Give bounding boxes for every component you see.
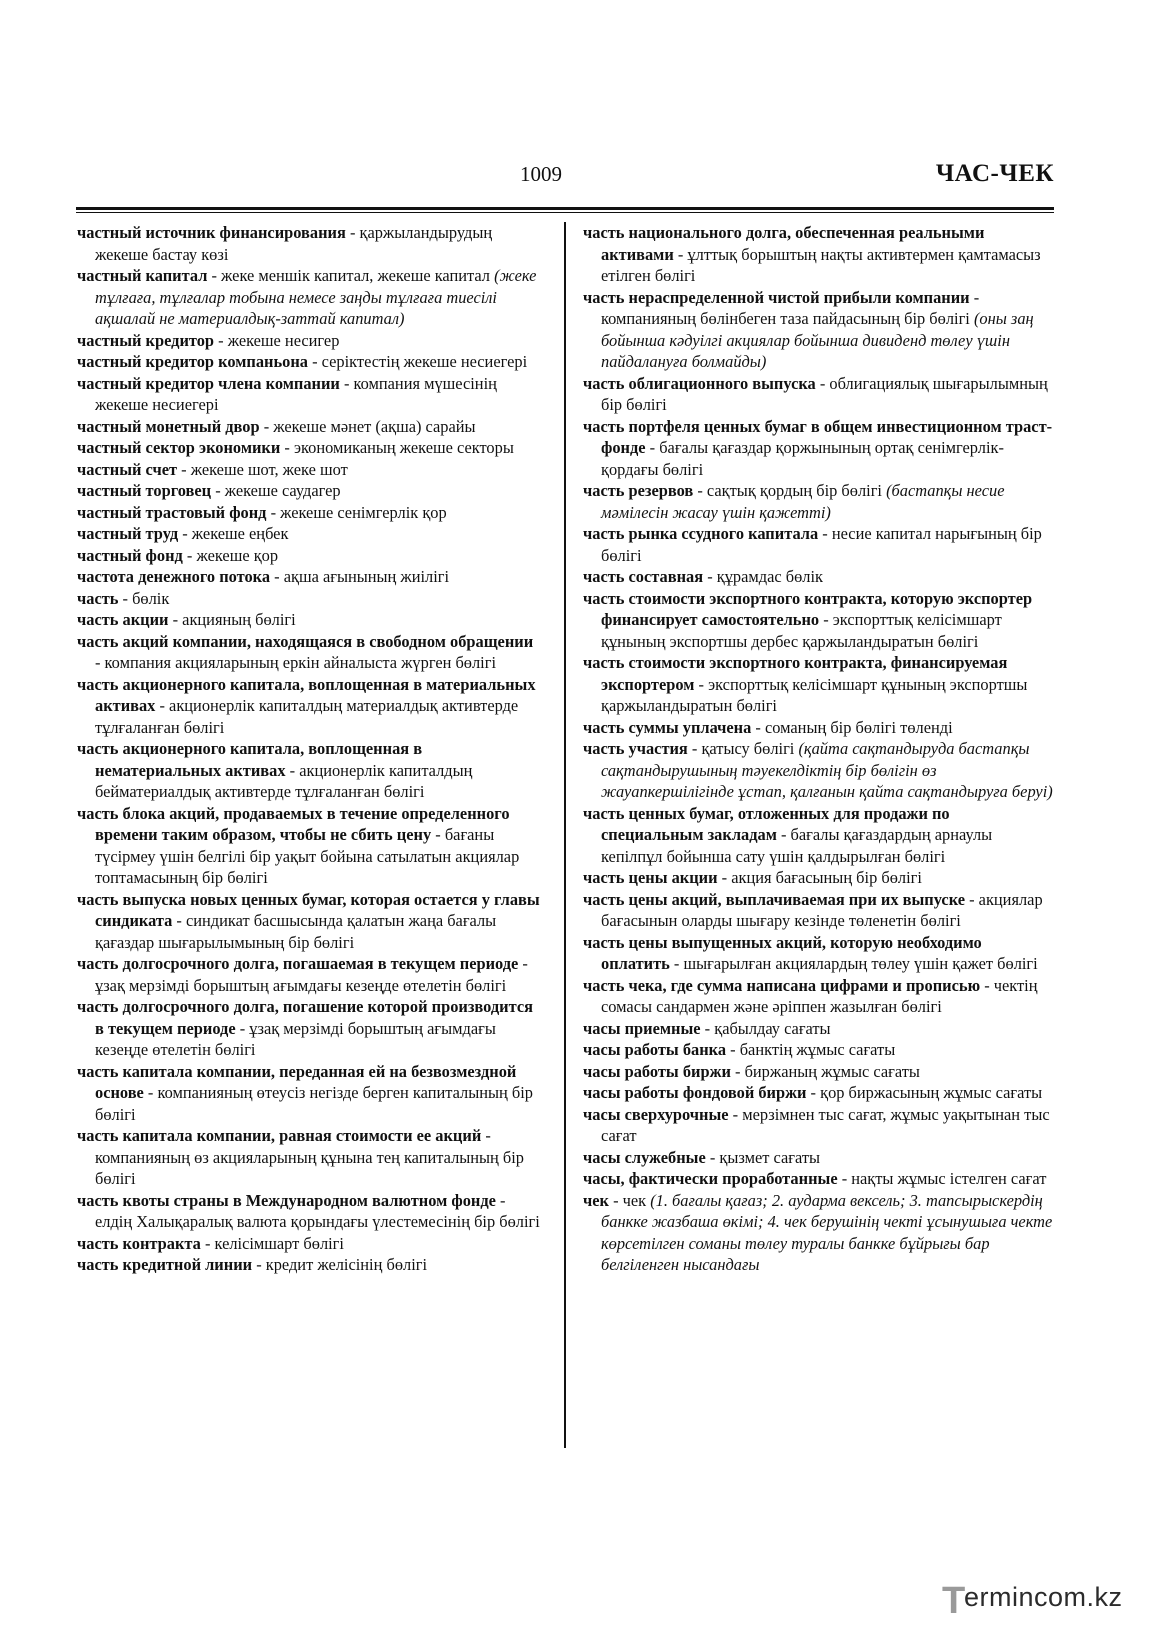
dictionary-entry [77, 1125, 540, 1190]
entry-term: частный капитал [77, 266, 208, 285]
entry-translation: - компанияның өтеусіз негізде берген капиталының бір бөлігі [95, 1083, 533, 1124]
entry-translation: - ұзақ мерзімді борыштың ағымдағы кезеңде өтелетін бөлігі [95, 954, 528, 995]
entry-translation: - синдикат басшысында қалатын жаңа бағалы қағаздар шығарылымының бір бөлігі [95, 911, 497, 952]
entry-translation: - серіктестің жекеше несиегері [308, 352, 528, 371]
dictionary-entry [583, 588, 1053, 653]
entry-translation: - келісімшарт бөлігі [200, 1233, 344, 1253]
entry-term: часть капитала компании, равная стоимости ее акций [77, 1126, 482, 1145]
dictionary-entry [77, 330, 540, 352]
entry-term: часть цены акций, выплачиваемая при их выпуске [583, 889, 966, 909]
entry-term: часть блока акций, продаваемых в течение определенного времени таким образом, чтобы не сбить цену [77, 803, 510, 844]
entry-term: частный счет [77, 459, 178, 479]
entry-term: часы работы биржи [583, 1061, 731, 1081]
entry-translation: - жекеше мәнет (ақша) сарайы [259, 416, 476, 436]
entry-translation: - чек [608, 1190, 651, 1210]
entry-term: частный кредитор [77, 330, 215, 350]
entry-term: часть стоимости экспортного контракта, финансируемая экспортером [583, 653, 1008, 694]
entry-translation: - кредит желісінің бөлігі [252, 1255, 428, 1274]
entry-translation: - биржаның жұмыс сағаты [730, 1061, 920, 1081]
entry-term: часть ценных бумаг, отложенных для продажи по специальным закладам [583, 803, 950, 844]
entry-term: часть стоимости экспортного контракта, которую экспортер финансирует самостоятельно [583, 588, 1033, 629]
entry-translation: - бағаны түсірмеу үшін белгілі бір уақыт бойына сатылатын акциялар топтамасының бір бөлігі [95, 825, 520, 887]
entry-term: часть национального долга, обеспеченная реальными активами [583, 223, 985, 264]
entry-translation: - экспорттық келісімшарт құнының экспортшы қаржыландыратын бөлігі [601, 674, 1028, 715]
dictionary-entry [77, 953, 540, 996]
entry-translation: - қор биржасының жұмыс сағаты [806, 1083, 1043, 1102]
dictionary-entry [77, 588, 540, 610]
dictionary-entry [77, 738, 540, 803]
entry-term: часть цены выпущенных акций, которую необходимо оплатить [583, 932, 982, 973]
entry-note: (1. бағалы қағаз; 2. аударма вексель; 3. тапсырыскердің банкке жазбаша өкімі; 4. чек берушінің чекті ұсынушыға чекте көрсетілген соманы төлеу туралы банкке бұйрығы бар белгіленген нысандағы [601, 1190, 1053, 1274]
dictionary-entry [583, 287, 1053, 373]
logo-letter: T [942, 1580, 966, 1622]
entry-note: (бастапқы несие мәмілесін жасау үшін қажетті) [601, 481, 1005, 522]
dictionary-entry [583, 1061, 1053, 1083]
entry-term: частный фонд [77, 545, 183, 565]
dictionary-entry [77, 1061, 540, 1126]
dictionary-entry [583, 803, 1053, 868]
entry-translation: - экономиканың жекеше секторы [280, 438, 514, 457]
entry-term: часы приемные [583, 1018, 701, 1038]
entry-term: часть цены акции [583, 868, 718, 887]
terminkom-logo [942, 1580, 1142, 1620]
entry-term: часы работы фондовой биржи [583, 1083, 807, 1102]
dictionary-entry [77, 351, 540, 373]
entry-term: часть выпуска новых ценных бумаг, которая остается у главы синдиката [77, 889, 540, 930]
entry-term: часть акционерного капитала, воплощенная в нематериальных активах [77, 739, 423, 780]
entry-translation: - ұлттық борыштың нақты активтермен қамтамасыз етілген бөлігі [601, 244, 1041, 285]
entry-term: часть портфеля ценных бумаг в общем инвестиционном траст-фонде [583, 416, 1053, 457]
entry-translation: - қаржыландырудың жекеше бастау көзі [95, 223, 493, 264]
entry-term: часть контракта [77, 1233, 201, 1253]
dictionary-entry [583, 416, 1053, 481]
entry-term: часть участия [583, 739, 688, 758]
entry-term: часы сверхурочные [583, 1104, 729, 1124]
dictionary-entry [77, 373, 540, 416]
dictionary-entry [583, 652, 1053, 717]
entry-translation: - жекеше қор [182, 545, 279, 565]
entry-translation: - акцияның бөлігі [168, 610, 296, 629]
dictionary-entry [77, 566, 540, 588]
dictionary-entry [583, 373, 1053, 416]
dictionary-entry [583, 480, 1053, 523]
dictionary-entry [77, 222, 540, 265]
entry-term: частный монетный двор [77, 416, 260, 436]
entry-term: частный труд [77, 524, 179, 543]
entry-translation: - компания акцияларының еркін айналыста жүрген бөлігі [95, 653, 497, 672]
entry-translation: - жеке меншік капитал, жекеше капитал [207, 266, 495, 285]
dictionary-entry [583, 738, 1053, 803]
entry-term: часы служебные [583, 1147, 706, 1167]
dictionary-entry [583, 717, 1053, 739]
dictionary-entry [77, 437, 540, 459]
entry-translation: - сақтық қордың бір бөлігі [693, 481, 887, 500]
entry-translation: - акционерлік капиталдың материалдық активтерде тұлғаланған бөлігі [95, 696, 519, 737]
entry-term: часть чека, где сумма написана цифрами и прописью [583, 975, 981, 995]
dictionary-entry [77, 674, 540, 739]
entry-translation: - компания мүшесінің жекеше несиегері [95, 373, 497, 414]
column-divider [564, 222, 566, 1448]
entry-translation: - акциялар бағасынын оларды шығару кезінде төленетін бөлігі [601, 889, 1043, 930]
entry-translation: - құрамдас бөлік [703, 567, 823, 586]
entry-term: часть долгосрочного долга, погашение которой производится в текущем периоде [77, 997, 534, 1038]
entry-term: часть акции [77, 610, 169, 629]
entry-note: (оны заң бойынша кәдуілгі акциялар бойынша дивиденд төлеу үшін пайдалануға болмайды) [601, 309, 1034, 371]
logo-text: ermincom.kz [964, 1582, 1123, 1612]
dictionary-entry [583, 932, 1053, 975]
entry-translation: - бөлік [118, 588, 170, 608]
entry-term: частный торговец [77, 481, 212, 500]
entry-translation: - бағалы қағаздар қоржынының ортақ сенімгерлік-қордағы бөлігі [601, 438, 1004, 479]
left-column [77, 222, 540, 1276]
entry-translation: - қабылдау сағаты [700, 1018, 831, 1038]
entry-translation: - шығарылған акциялардың төлеу үшін қажет бөлігі [669, 954, 1038, 973]
entry-translation: - бағалы қағаздардың арнаулы кепілпұл бойынша сату үшін қалдырылған бөлігі [601, 825, 993, 866]
dictionary-entry [77, 459, 540, 481]
dictionary-entry [77, 545, 540, 567]
section-title: ЧАС-ЧЕК [935, 160, 1054, 187]
dictionary-entry [77, 889, 540, 954]
dictionary-entry [77, 631, 540, 674]
entry-term: часть резервов [583, 481, 694, 500]
entry-term: часть акций компании, находящаяся в свободном обращении [77, 631, 534, 651]
entry-term: часть квоты страны в Международном валютном фонде [77, 1190, 496, 1210]
entry-translation: - жекеше саудагер [211, 481, 341, 500]
dictionary-entry [77, 1190, 540, 1233]
entry-translation: - мерзімнен тыс сағат, жұмыс уақытынан тыс сағат [601, 1104, 1050, 1145]
entry-translation: - акционерлік капиталдың бейматериалдық активтерде тұлғаланған бөлігі [95, 760, 473, 801]
entry-term: часть акционерного капитала, воплощенная в материальных активах [77, 674, 536, 715]
dictionary-entry [77, 502, 540, 524]
entry-translation: - қатысу бөлігі [687, 739, 799, 758]
entry-term: часть рынка ссудного капитала [583, 524, 819, 543]
dictionary-entry [77, 803, 540, 889]
entry-term: часть капитала компании, переданная ей на безвозмездной основе [77, 1061, 517, 1102]
dictionary-entry [583, 1018, 1053, 1040]
dictionary-entry [583, 1104, 1053, 1147]
entry-translation: - ақша ағынының жиілігі [270, 567, 450, 586]
entry-term: частный источник финансирования [77, 223, 346, 242]
entry-translation: - облигациялық шығарылымның бір бөлігі [601, 373, 1048, 414]
entry-translation: - қызмет сағаты [705, 1147, 820, 1167]
entry-translation: - жекеше несигер [214, 330, 340, 350]
dictionary-entry [77, 416, 540, 438]
dictionary-entry [583, 222, 1053, 287]
dictionary-entry [77, 265, 540, 330]
entry-translation: - елдің Халықаралық валюта қорындағы үлестемесінің бір бөлігі [95, 1190, 540, 1231]
entry-term: часть суммы уплачена [583, 717, 752, 737]
entry-term: чек [583, 1190, 609, 1210]
entry-translation: - компанияның бөлінбеген таза пайдасының бір бөлігі [601, 287, 980, 328]
dictionary-entry [583, 1168, 1053, 1190]
header-rule-thin [76, 212, 1054, 213]
page-number: 1009 [520, 162, 562, 186]
entry-translation: - ұзақ мерзімді борыштың ағымдағы кезеңде өтелетін бөлігі [95, 1018, 496, 1059]
dictionary-entry [77, 523, 540, 545]
entry-term: часы работы банка [583, 1040, 727, 1059]
header-rule [76, 207, 1054, 210]
entry-term: часть составная [583, 567, 704, 586]
dictionary-entry [583, 1147, 1053, 1169]
entry-term: частота денежного потока [77, 567, 271, 586]
entry-term: частный кредитор компаньона [77, 352, 309, 371]
entry-translation: - чектің сомасы сандармен және әріппен жазылған бөлігі [601, 975, 1038, 1016]
right-column [583, 222, 1053, 1276]
dictionary-entry [583, 1190, 1053, 1276]
entry-translation: - банктің жұмыс сағаты [726, 1040, 896, 1059]
dictionary-entry [583, 566, 1053, 588]
dictionary-entry [583, 867, 1053, 889]
dictionary-entry [583, 889, 1053, 932]
dictionary-entry [583, 523, 1053, 566]
entry-translation: - акция бағасының бір бөлігі [717, 868, 922, 887]
entry-term: часы, фактически проработанные [583, 1169, 838, 1188]
entry-translation: - экспорттық келісімшарт құнының экспортшы дербес қаржыландыратын бөлігі [601, 610, 1002, 651]
dictionary-entry [77, 1254, 540, 1276]
dictionary-entry [583, 975, 1053, 1018]
entry-translation: - жекеше сенімгерлік қор [266, 502, 447, 522]
entry-term: часть [77, 588, 119, 608]
entry-term: часть кредитной линии [77, 1255, 253, 1274]
dictionary-entry [583, 1082, 1053, 1104]
entry-term: частный кредитор члена компании [77, 373, 340, 393]
entry-term: частный сектор экономики [77, 438, 281, 457]
entry-term: частный трастовый фонд [77, 502, 267, 522]
entry-term: часть долгосрочного долга, погашаемая в текущем периоде [77, 954, 519, 973]
dictionary-entry [583, 1039, 1053, 1061]
entry-translation: - жекеше шот, жеке шот [177, 459, 348, 479]
dictionary-entry [77, 609, 540, 631]
entry-translation: - нақты жұмыс істелген сағат [837, 1169, 1047, 1188]
entry-translation: - соманың бір бөлігі төленді [751, 717, 953, 737]
dictionary-entry [77, 996, 540, 1061]
entry-translation: - жекеше еңбек [178, 524, 289, 543]
dictionary-entry [77, 480, 540, 502]
entry-term: часть нераспределенной чистой прибыли компании [583, 287, 970, 307]
entry-note: (жеке тұлғаға, тұлғалар тобына немесе заңды тұлғаға тиесілі ақшалай не материалдық-заттай капитал) [95, 266, 537, 328]
entry-translation: - несие капитал нарығының бір бөлігі [601, 524, 1042, 565]
dictionary-entry [77, 1233, 540, 1255]
entry-translation: - компанияның өз акцияларының құнына тең капиталының бір бөлігі [95, 1126, 524, 1188]
entry-term: часть облигационного выпуска [583, 373, 816, 393]
entry-note: (қайта сақтандыруда бастапқы сақтандырушының тәуекелдіктің бір бөлігін өз жауапкершілігінде ұстап, қалғанын қайта сақтандыруға беруі) [601, 739, 1053, 801]
